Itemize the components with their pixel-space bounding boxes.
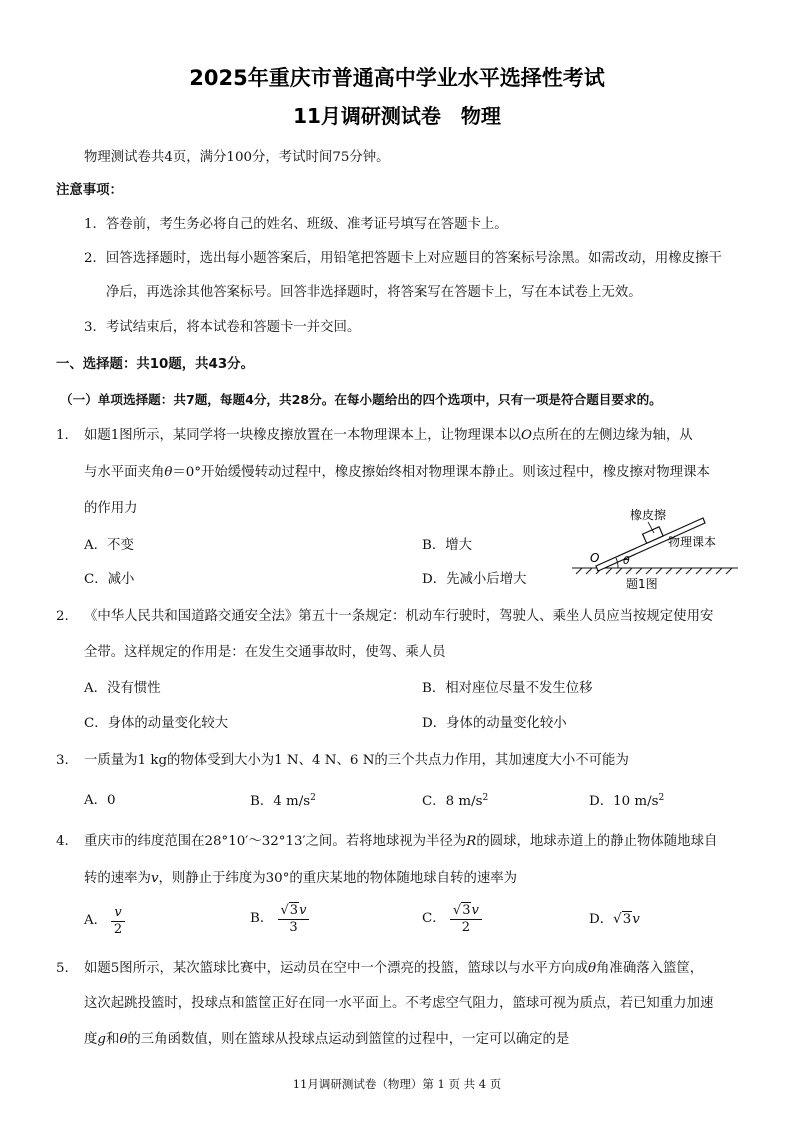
q4-option-d: D．√3v [589, 912, 640, 927]
q3-option-b: B．4 $m/s^2$ [250, 793, 316, 809]
q1-option-c: C．减小 [84, 572, 135, 587]
q5-line-1: 如题5图所示，某次篮球比赛中，运动员在空中一个漂亮的投篮，篮球以与水平方向成θ角准确落入篮筐， [84, 961, 704, 976]
q1-number: 1. [56, 428, 69, 443]
q4-option-a: A． $\frac{v}{2}$ [84, 906, 125, 936]
q2-option-c: C．身体的动量变化较大 [84, 716, 229, 731]
q4-number: 4. [56, 834, 69, 849]
q1-option-b: B．增大 [422, 538, 473, 553]
q2-line-1: 《中华人民共和国道路交通安全法》第五十一条规定：机动车行驶时，驾驶人、乘坐人员应当按规定使用安 [84, 609, 714, 624]
notice-heading: 注意事项： [56, 183, 123, 198]
q2-line-2: 全带。这样规定的作用是：在发生交通事故时，使驾、乘人员 [84, 645, 446, 660]
q5-number: 5. [56, 961, 69, 976]
q3-number: 3. [56, 753, 69, 768]
textbook-label: 物理课本 [668, 535, 717, 549]
exam-subtitle: 11月调研测试卷 物理 [293, 104, 501, 128]
q3-option-c: C．8 $m/s^2$ [422, 793, 489, 809]
q4-line-1: 重庆市的纬度范围在28°10′～32°13′之间。若将地球视为半径为R的圆球，地球赤道上的静止物体随地球自 [84, 834, 718, 849]
q5-line-3: 度g和θ的三角函数值，则在篮球从投球点运动到篮筐的过程中，一定可以确定的是 [84, 1032, 570, 1047]
exam-title: 2025年重庆市普通高中学业水平选择性考试 [189, 66, 605, 90]
page-footer: 11月调研测试卷（物理）第 1 页 共 4 页 [292, 1077, 502, 1091]
q3-option-a: A．0 [84, 793, 116, 808]
figure-caption: 题1图 [626, 577, 658, 591]
q4-line-2: 转的速率为v，则静止于纬度为30°的重庆某地的物体随地球自转的速率为 [84, 871, 518, 886]
q3-option-d: D．10 $m/s^2$ [589, 793, 665, 809]
section-sub-heading: （一）单项选择题：共7题，每题4分，共28分。在每小题给出的四个选项中，只有一项是符合题目要求的。 [60, 392, 662, 407]
q4-option-b: B． $\frac{√3v}{3}$ [250, 904, 309, 934]
eraser-label: 橡皮擦 [630, 508, 667, 522]
q1-option-d: D．先减小后增大 [422, 572, 527, 587]
section-heading: 一、选择题：共10题，共43分。 [56, 357, 254, 372]
q2-number: 2. [56, 609, 69, 624]
q2-option-d: D．身体的动量变化较小 [422, 716, 567, 731]
q2-option-b: B．相对座位尽量不发生位移 [422, 681, 593, 696]
q5-line-2: 这次起跳投篮时，投球点和篮筐正好在同一水平面上。不考虑空气阻力，篮球可视为质点，若已知重力加速 [84, 996, 714, 1011]
q4-option-c: C． $\frac{√3v}{2}$ [422, 904, 482, 934]
q1-option-a: A．不变 [84, 538, 134, 553]
q1-line-3: 的作用力 [84, 501, 138, 516]
q1-line-1: 如题1图所示，某同学将一块橡皮擦放置在一本物理课本上，让物理课本以O点所在的左侧边缘为轴，从 [84, 428, 693, 443]
q1-line-2: 与水平面夹角θ＝0°开始缓慢转动过程中，橡皮擦始终相对物理课本静止。则该过程中，橡皮擦对物理课本 [84, 465, 710, 480]
exam-intro: 物理测试卷共4页，满分100分，考试时间75分钟。 [84, 150, 390, 165]
q3-line-1: 一质量为1 kg的物体受到大小为1 N、4 N、6 N的三个共点力作用，其加速度大小不可能为 [84, 753, 629, 768]
notice-item-3: 3．考试结束后，将本试卷和答题卡一并交回。 [84, 320, 361, 335]
notice-item-2-cont: 净后，再选涂其他答案标号。回答非选择题时，将答案写在答题卡上，写在本试卷上无效。 [106, 285, 642, 300]
angle-label: θ [623, 554, 630, 567]
q2-option-a: A．没有惯性 [84, 681, 161, 696]
notice-item-1: 1．答卷前，考生务必将自己的姓名、班级、准考证号填写在答题卡上。 [84, 217, 508, 232]
pivot-point-label: O [590, 551, 600, 565]
q1-figure [568, 500, 748, 595]
notice-item-2: 2．回答选择题时，选出每小题答案后，用铅笔把答题卡上对应题目的答案标号涂黑。如需改动，用橡皮擦干 [84, 251, 722, 266]
